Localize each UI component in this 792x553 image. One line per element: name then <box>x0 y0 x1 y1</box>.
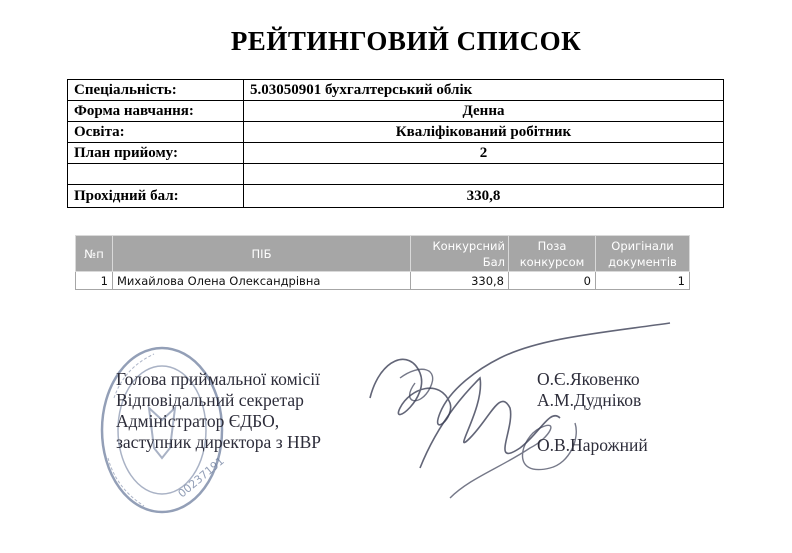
header-originals: Оригінали документів <box>596 236 690 272</box>
plan-label: План прийому: <box>68 143 244 164</box>
info-row-education <box>68 122 724 143</box>
signature-name: О.Є.Яковенко <box>537 369 640 389</box>
row-score: 330,8 <box>411 272 509 290</box>
education-value: Кваліфікований робітник <box>244 122 724 143</box>
info-row-specialty <box>68 80 724 101</box>
info-row-pass <box>68 185 724 208</box>
row-num: 1 <box>76 272 113 290</box>
ranking-table <box>75 235 690 290</box>
signature-title-line: заступник директора з НВР <box>116 432 322 452</box>
signature-title-line: Голова приймальної комісії <box>116 369 321 389</box>
empty-cell <box>68 164 244 185</box>
seal-number: 00237191 <box>175 454 227 501</box>
row-originals: 1 <box>596 272 690 290</box>
plan-value: 2 <box>244 143 724 164</box>
info-table <box>67 79 724 208</box>
row-name: Михайлова Олена Олександрівна <box>113 272 411 290</box>
empty-cell <box>244 164 724 185</box>
signature-title-line: Відповідальний секретар <box>116 390 304 410</box>
pass-label: Прохідний бал: <box>68 185 244 208</box>
form-label: Форма навчання: <box>68 101 244 122</box>
header-position: Поза конкурсом <box>509 236 596 272</box>
ranking-header-row <box>76 236 690 272</box>
signature-titles <box>116 369 321 453</box>
specialty-label: Спеціальність: <box>68 80 244 101</box>
specialty-value: 5.03050901 бухгалтерський облік <box>244 80 724 101</box>
row-position: 0 <box>509 272 596 290</box>
header-name: ПІБ <box>113 236 411 272</box>
header-num: №п <box>76 236 113 272</box>
signature-title-line: Адміністратор ЄДБО, <box>116 411 280 431</box>
pass-value: 330,8 <box>244 185 724 208</box>
signature-names <box>537 369 648 456</box>
signature-name: А.М.Дудніков <box>537 390 642 410</box>
header-score: Конкурсний Бал <box>411 236 509 272</box>
table-row <box>76 272 690 290</box>
info-row-plan <box>68 143 724 164</box>
info-row-empty <box>68 164 724 185</box>
education-label: Освіта: <box>68 122 244 143</box>
page-title: РЕЙТИНГОВИЙ СПИСОК <box>230 26 582 56</box>
info-row-form <box>68 101 724 122</box>
form-value: Денна <box>244 101 724 122</box>
signature-name: О.В.Нарожний <box>537 435 648 455</box>
